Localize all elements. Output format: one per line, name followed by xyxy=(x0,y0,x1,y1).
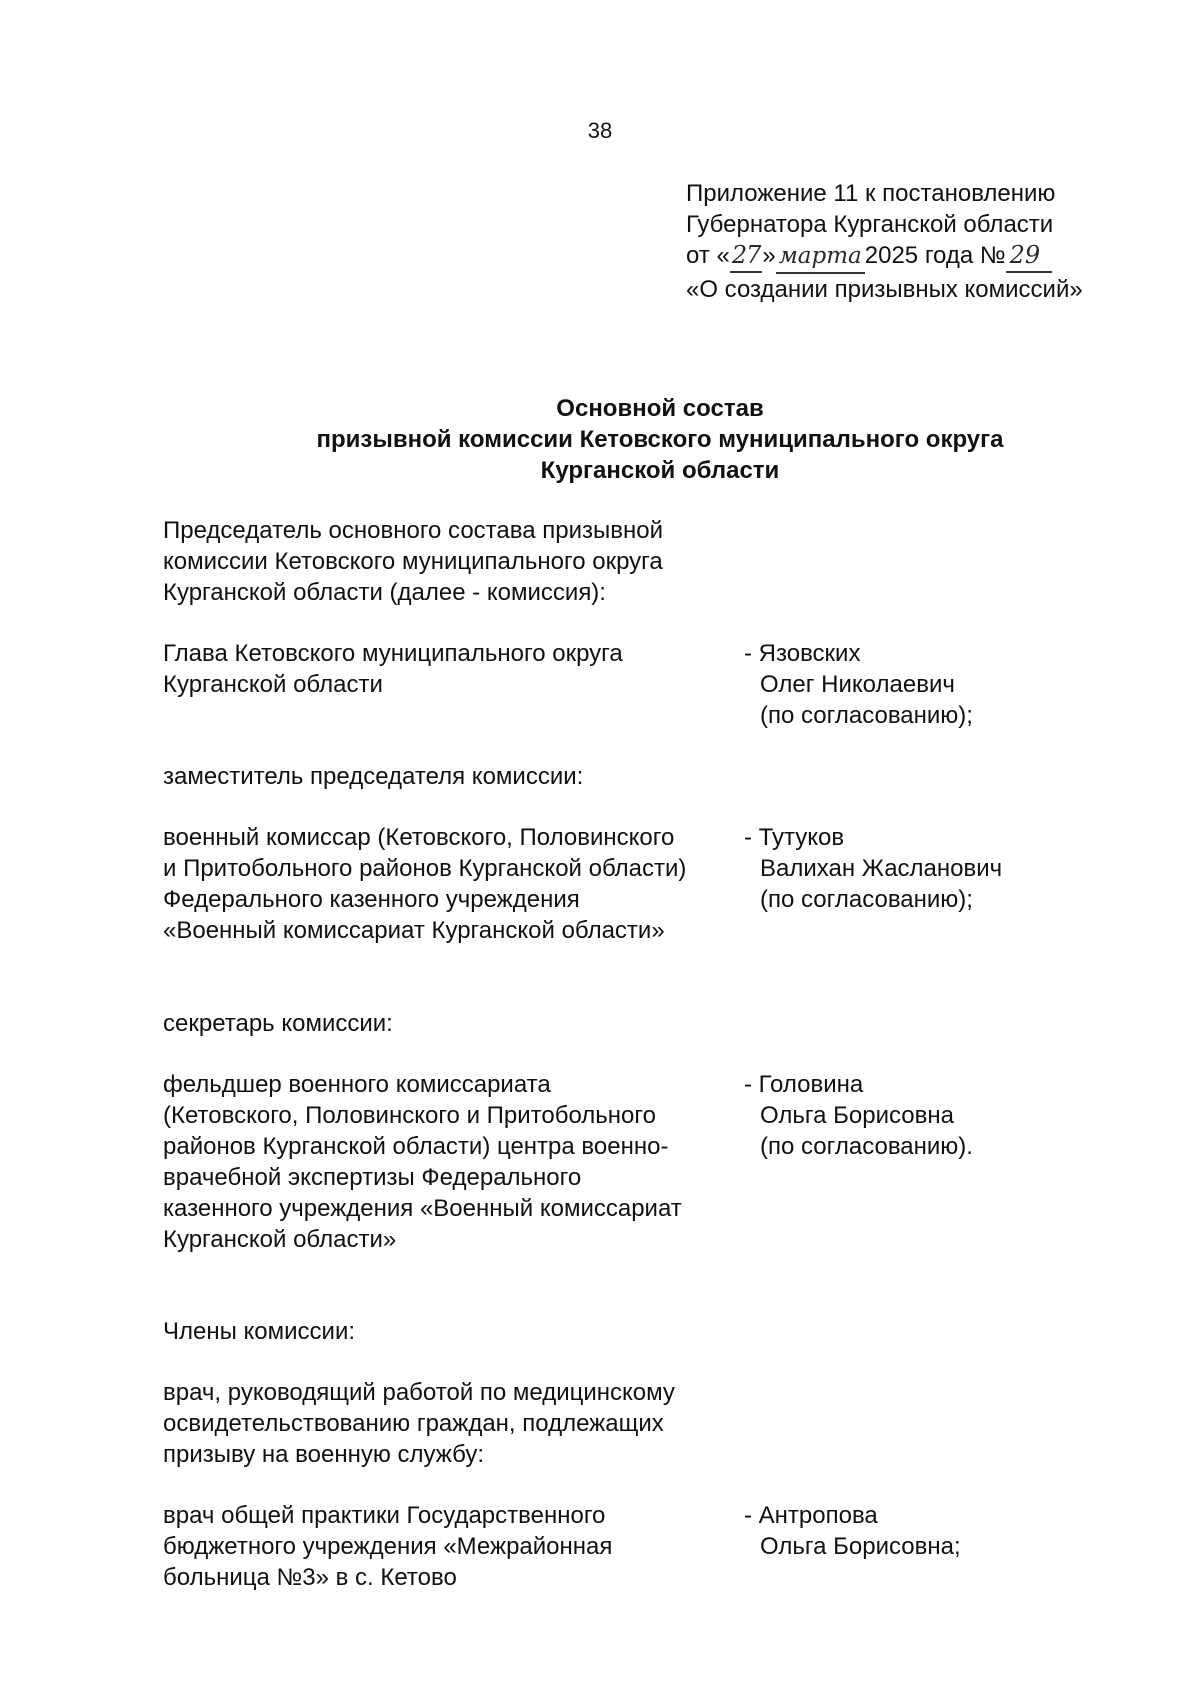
doctor-heading-line-2: освидетельствованию граждан, подлежащих xyxy=(163,1410,664,1437)
chairman-heading-line-1: Председатель основного состава призывной xyxy=(163,517,664,544)
secretary-role-line: районов Курганской области) центра военно- xyxy=(163,1133,669,1160)
handwritten-number: 29 xyxy=(1006,240,1052,273)
appendix-date-prefix: от « xyxy=(686,242,730,269)
doctor-role xyxy=(163,1500,612,1593)
chairman-person xyxy=(744,638,973,731)
appendix-line-1: Приложение 11 к постановлению xyxy=(686,180,1056,207)
secretary-heading: секретарь комиссии: xyxy=(163,1010,393,1037)
secretary-note: (по согласованию). xyxy=(760,1133,973,1160)
appendix-year: 2025 года № xyxy=(864,242,1006,269)
doctor-heading-line-3: призыву на военную службу: xyxy=(163,1441,484,1468)
doctor-heading-line-1: врач, руководящий работой по медицинскому xyxy=(163,1379,675,1406)
handwritten-day: 27 xyxy=(730,240,763,273)
deputy-role-line: «Военный комиссариат Курганской области» xyxy=(163,917,665,944)
chairman-name: Олег Николаевич xyxy=(760,671,955,698)
secretary-role-line: врачебной экспертизы Федерального xyxy=(163,1164,582,1191)
deputy-name: Валихан Жасланович xyxy=(760,855,1003,882)
title-line-1: Основной состав xyxy=(556,395,764,422)
doctor-person xyxy=(744,1500,961,1562)
deputy-role-line: и Притобольного районов Курганской области) xyxy=(163,855,687,882)
deputy-role xyxy=(163,822,686,946)
secretary-role-line: Курганской области» xyxy=(163,1226,397,1253)
handwritten-month: марта xyxy=(776,241,865,274)
chairman-role-line: Курганской области xyxy=(163,671,383,698)
document-title xyxy=(0,393,1200,486)
doctor-role-line: бюджетного учреждения «Межрайонная xyxy=(163,1533,613,1560)
secretary-role xyxy=(163,1069,682,1255)
deputy-heading: заместитель председателя комиссии: xyxy=(163,763,584,790)
chairman-heading-line-3: Курганской области (далее - комиссия): xyxy=(163,579,606,606)
appendix-block xyxy=(686,178,1186,305)
deputy-person xyxy=(744,822,1002,915)
appendix-line-4: «О создании призывных комиссий» xyxy=(686,276,1083,303)
doctor-role-line: больница №3» в с. Кетово xyxy=(163,1564,457,1591)
chairman-role-line: Глава Кетовского муниципального округа xyxy=(163,640,623,667)
appendix-line-3 xyxy=(686,240,1186,274)
secretary-person xyxy=(744,1069,973,1162)
doctor-surname: - Антропова xyxy=(744,1502,878,1529)
chairman-note: (по согласованию); xyxy=(760,702,973,729)
doctor-role-line: врач общей практики Государственного xyxy=(163,1502,606,1529)
appendix-line-2: Губернатора Курганской области xyxy=(686,211,1054,238)
doctor-name: Ольга Борисовна; xyxy=(760,1533,961,1560)
title-line-3: Курганской области xyxy=(540,457,780,484)
secretary-role-line: (Кетовского, Половинского и Притобольного xyxy=(163,1102,656,1129)
secretary-role-line: фельдшер военного комиссариата xyxy=(163,1071,551,1098)
secretary-name: Ольга Борисовна xyxy=(760,1102,954,1129)
title-line-2: призывной комиссии Кетовского муниципального округа xyxy=(316,426,1004,453)
deputy-note: (по согласованию); xyxy=(760,886,973,913)
secretary-role-line: казенного учреждения «Военный комиссариат xyxy=(163,1195,682,1222)
secretary-surname: - Головина xyxy=(744,1071,864,1098)
chairman-surname: - Язовских xyxy=(744,640,861,667)
doctor-heading xyxy=(163,1377,675,1470)
chairman-heading-line-2: комиссии Кетовского муниципального округа xyxy=(163,548,663,575)
appendix-date-quote: » xyxy=(762,242,776,269)
deputy-role-line: Федерального казенного учреждения xyxy=(163,886,580,913)
deputy-surname: - Тутуков xyxy=(744,824,845,851)
members-heading: Члены комиссии: xyxy=(163,1318,356,1345)
page-number: 38 xyxy=(587,118,613,143)
deputy-role-line: военный комиссар (Кетовского, Половинского xyxy=(163,824,675,851)
chairman-heading xyxy=(163,515,663,608)
chairman-role xyxy=(163,638,623,700)
